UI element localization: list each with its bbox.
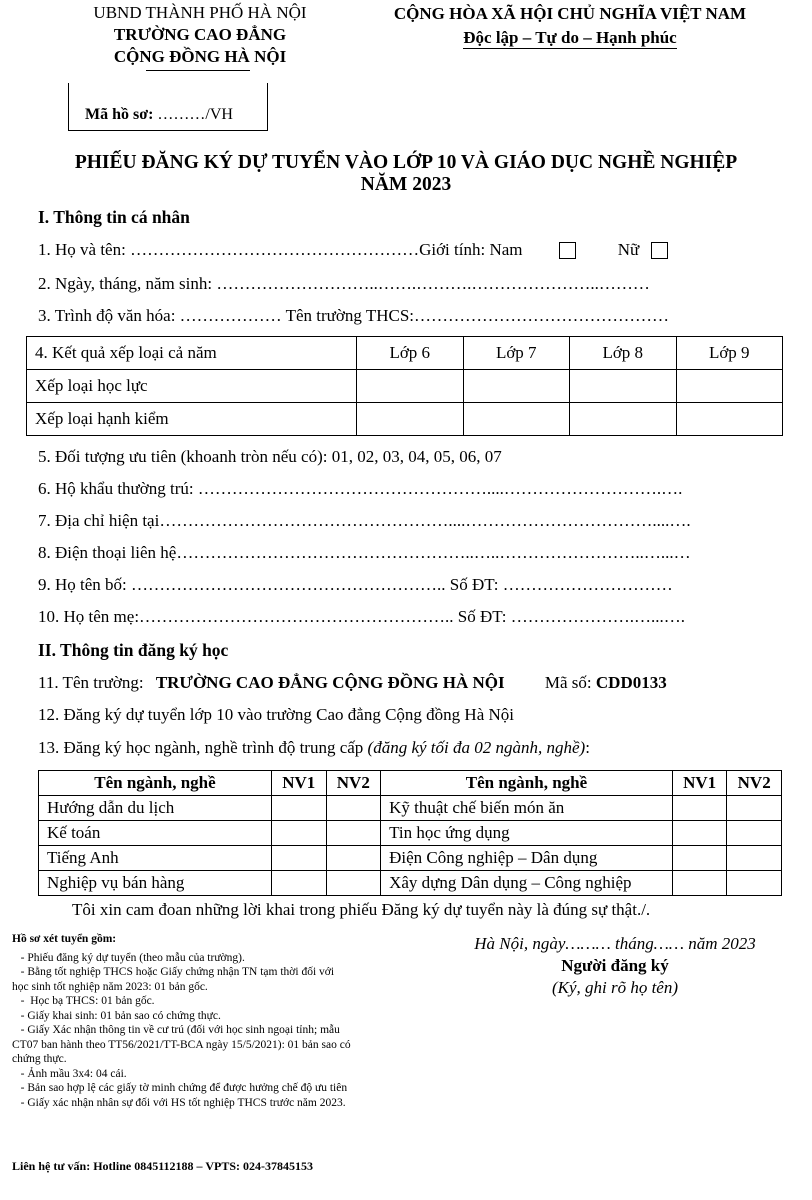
item13-majors — [38, 738, 590, 758]
results-header-grade6: Lớp 6 — [357, 337, 464, 370]
documents-line: CT07 ban hành theo TT56/2021/TT-BCA ngày 15/5/2021): 01 bản sao có — [12, 1038, 351, 1051]
documents-line: - Giấy Xác nhận thông tin về cư trú (đối với học sinh ngoại tỉnh; mẫu — [12, 1024, 340, 1036]
item6-residence: 6. Hộ khẩu thường trú: ……………………………………………....……………………….…. — [38, 479, 683, 498]
results-cell[interactable] — [676, 370, 783, 403]
documents-line: - Bằng tốt nghiệp THCS hoặc Giấy chứng nhận TN tạm thời đối với — [12, 966, 335, 978]
majors-header-name-left: Tên ngành, nghề — [39, 771, 272, 796]
item5-priority: 5. Đối tượng ưu tiên (khoanh tròn nếu có): 01, 02, 03, 04, 05, 06, 07 — [38, 447, 502, 466]
item11-code-label: Mã số: — [544, 673, 592, 692]
file-code-label: Mã hồ sơ: — [85, 106, 154, 123]
item8-phone: 8. Điện thoại liên hệ……………………………………………..…..……………………..…...… — [38, 543, 691, 562]
results-cell[interactable] — [463, 370, 570, 403]
majors-header-nv1-right: NV1 — [672, 771, 727, 796]
form-title — [0, 152, 812, 196]
signature-title: Người đăng ký — [561, 956, 669, 975]
item3-education: 3. Trình độ văn hóa: ……………… Tên trường THCS:……………………………………… — [38, 306, 670, 325]
item7-address: 7. Địa chỉ hiện tại……………………………………………....……………………………....…. — [38, 511, 691, 530]
file-code-value: ………/VH — [157, 106, 233, 123]
major-name: Nghiệp vụ bán hàng — [39, 871, 272, 896]
major-nv1-cell[interactable] — [672, 821, 727, 846]
item13-note: (đăng ký tối đa 02 ngành, nghề) — [367, 738, 586, 757]
authority-name: UBND THÀNH PHỐ HÀ NỘI — [93, 3, 307, 22]
documents-line: học sinh tốt nghiệp năm 2023: 01 bản gốc. — [12, 980, 208, 993]
contact-info: Liên hệ tư vấn: Hotline 0845112188 – VPTS: 024-37845153 — [12, 1159, 313, 1173]
section1-heading: I. Thông tin cá nhân — [38, 207, 190, 227]
item12-register: 12. Đăng ký dự tuyển lớp 10 vào trường Cao đẳng Cộng đồng Hà Nội — [38, 705, 514, 724]
header-right — [370, 2, 770, 50]
majors-table — [38, 770, 782, 896]
documents-line: - Bản sao hợp lệ các giấy tờ minh chứng để được hưởng chế độ ưu tiên — [12, 1082, 348, 1094]
majors-header-nv2-right: NV2 — [727, 771, 782, 796]
major-nv1-cell[interactable] — [672, 846, 727, 871]
documents-line: - Ảnh mầu 3x4: 04 cái. — [12, 1067, 127, 1080]
results-header-grade8: Lớp 8 — [570, 337, 677, 370]
item11-school — [38, 673, 667, 693]
table-row — [39, 821, 782, 846]
majors-table-header — [39, 771, 782, 796]
documents-line: chứng thực. — [12, 1053, 67, 1065]
male-checkbox[interactable] — [559, 242, 576, 259]
item11-code: CDD0133 — [595, 673, 667, 692]
major-nv2-cell[interactable] — [326, 871, 381, 896]
major-name: Kỹ thuật chế biến món ăn — [381, 796, 673, 821]
major-nv2-cell[interactable] — [727, 821, 782, 846]
major-name: Tin học ứng dụng — [381, 821, 673, 846]
item13-suffix: : — [585, 738, 590, 757]
majors-header-name-right: Tên ngành, nghề — [381, 771, 673, 796]
major-nv2-cell[interactable] — [326, 821, 381, 846]
motto: Độc lập – Tự do – Hạnh phúc — [463, 28, 677, 47]
results-header-grade9: Lớp 9 — [676, 337, 783, 370]
major-nv2-cell[interactable] — [727, 796, 782, 821]
item1-text: 1. Họ và tên: ……………………………………………Giới tính: Nam — [38, 240, 523, 259]
item11-prefix: 11. Tên trường: — [38, 673, 144, 692]
results-table — [26, 336, 783, 436]
table-row — [39, 846, 782, 871]
results-cell[interactable] — [357, 403, 464, 436]
item10-mother: 10. Họ tên mẹ:……………………………………………….. Số ĐT: ………………….…...…. — [38, 607, 686, 626]
file-code-box — [68, 83, 268, 131]
major-nv1-cell[interactable] — [672, 796, 727, 821]
school-name-line1: TRƯỜNG CAO ĐẲNG — [113, 25, 287, 44]
major-nv1-cell[interactable] — [271, 871, 326, 896]
item2-birthdate: 2. Ngày, tháng, năm sinh: ………………………..…….……….…………………..……… — [38, 274, 650, 293]
documents-line: - Giấy khai sinh: 01 bản sao có chứng thực. — [12, 1009, 221, 1022]
form-title-line1: PHIẾU ĐĂNG KÝ DỰ TUYỂN VÀO LỚP 10 VÀ GIÁO DỤC NGHỀ NGHIỆP — [74, 152, 738, 173]
major-name: Kế toán — [39, 821, 272, 846]
results-cell[interactable] — [463, 403, 570, 436]
table-row — [39, 796, 782, 821]
results-table-header — [27, 337, 783, 370]
results-cell[interactable] — [570, 370, 677, 403]
results-cell[interactable] — [570, 403, 677, 436]
female-label: Nữ — [617, 240, 640, 259]
results-header-label: 4. Kết quả xếp loại cả năm — [27, 337, 357, 370]
major-name: Điện Công nghiệp – Dân dụng — [381, 846, 673, 871]
header-left — [60, 2, 340, 68]
major-nv1-cell[interactable] — [271, 821, 326, 846]
documents-heading: Hồ sơ xét tuyển gồm: — [12, 933, 117, 945]
signature-note: (Ký, ghi rõ họ tên) — [551, 978, 679, 997]
table-row — [27, 370, 783, 403]
declaration-text: Tôi xin cam đoan những lời khai trong phiếu Đăng ký dự tuyển này là đúng sự thật./. — [72, 900, 651, 919]
documents-line: - Giấy xác nhận nhân sự đối với HS tốt nghiệp THCS trước năm 2023. — [12, 1096, 346, 1109]
table-row — [39, 871, 782, 896]
major-name: Tiếng Anh — [39, 846, 272, 871]
results-cell[interactable] — [676, 403, 783, 436]
signature-date: Hà Nội, ngày……… tháng…… năm 2023 — [474, 934, 756, 953]
major-nv2-cell[interactable] — [326, 846, 381, 871]
results-cell[interactable] — [357, 370, 464, 403]
documents-line: - Học bạ THCS: 01 bản gốc. — [12, 995, 155, 1007]
section2-heading: II. Thông tin đăng ký học — [38, 640, 229, 660]
major-nv1-cell[interactable] — [271, 796, 326, 821]
major-name: Xây dựng Dân dụng – Công nghiệp — [381, 871, 673, 896]
major-nv1-cell[interactable] — [271, 846, 326, 871]
female-checkbox[interactable] — [651, 242, 668, 259]
major-nv1-cell[interactable] — [672, 871, 727, 896]
documents-line: - Phiếu đăng ký dự tuyển (theo mẫu của trường). — [12, 951, 245, 964]
major-nv2-cell[interactable] — [727, 846, 782, 871]
major-name: Hướng dẫn du lịch — [39, 796, 272, 821]
majors-header-nv1-left: NV1 — [271, 771, 326, 796]
header-left-underline — [146, 70, 250, 71]
form-title-line2: NĂM 2023 — [360, 174, 452, 195]
majors-header-nv2-left: NV2 — [326, 771, 381, 796]
signature-block — [440, 933, 790, 999]
item1-fullname — [38, 240, 668, 260]
item13-prefix: 13. Đăng ký học ngành, nghề trình độ trung cấp — [38, 738, 368, 757]
school-name-line2: CỘNG ĐỒNG HÀ NỘI — [113, 47, 287, 66]
documents-list — [12, 932, 432, 1110]
results-header-grade7: Lớp 7 — [463, 337, 570, 370]
major-nv2-cell[interactable] — [727, 871, 782, 896]
results-row-academic: Xếp loại học lực — [27, 370, 357, 403]
item11-school-name: TRƯỜNG CAO ĐẲNG CỘNG ĐỒNG HÀ NỘI — [155, 673, 505, 692]
major-nv2-cell[interactable] — [326, 796, 381, 821]
item9-father: 9. Họ tên bố: ……………………………………………….. Số ĐT: ………………………… — [38, 575, 673, 594]
nation-name: CỘNG HÒA XÃ HỘI CHỦ NGHĨA VIỆT NAM — [393, 4, 747, 23]
table-row — [27, 403, 783, 436]
results-row-conduct: Xếp loại hạnh kiểm — [27, 403, 357, 436]
